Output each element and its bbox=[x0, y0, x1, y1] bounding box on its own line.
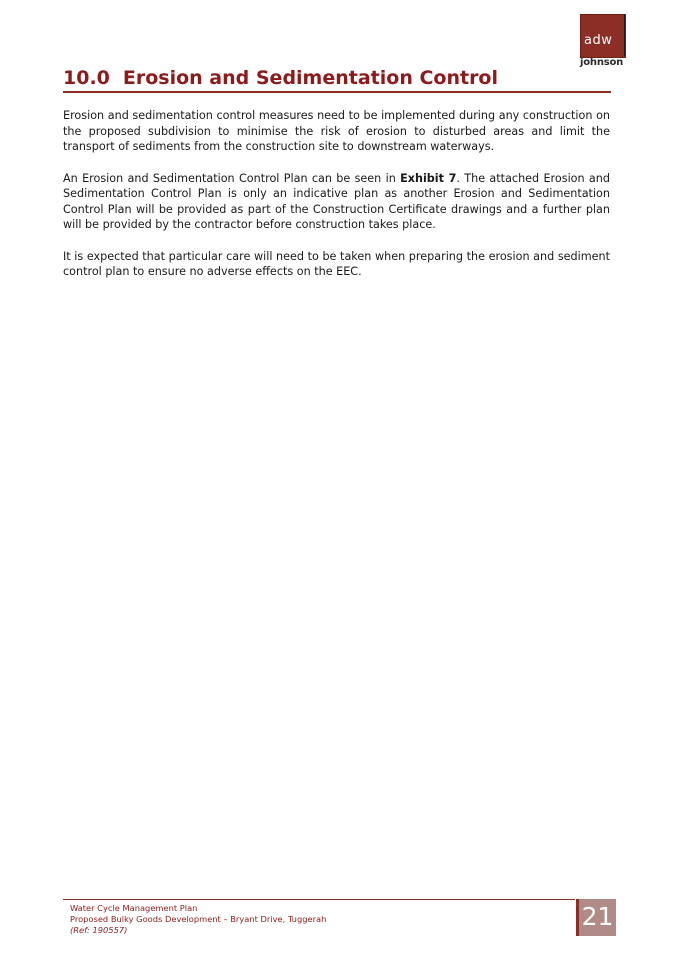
logo-mark: adw bbox=[584, 33, 613, 48]
footer-info bbox=[70, 903, 326, 936]
paragraph-2-part-1: An Erosion and Sedimentation Control Plan can be seen in bbox=[63, 171, 401, 185]
page-number-box bbox=[576, 899, 616, 936]
section-body bbox=[63, 108, 610, 296]
heading-underline bbox=[63, 91, 611, 93]
paragraph-2-part-2: . The attached Erosion and Sedimentation Control Plan is only an indicative plan as another Erosion and Sedimentation Control Plan will be provided as part of the Construction Certificate drawings and a further plan will be provided by the contractor before construction takes place. bbox=[63, 171, 610, 231]
page-number: 21 bbox=[581, 902, 614, 931]
paragraph-3: It is expected that particular care will need to be taken when preparing the erosion and sediment control plan to ensure no adverse effects on the EEC. bbox=[63, 249, 610, 278]
section-title: Erosion and Sedimentation Control bbox=[122, 67, 499, 89]
logo-wordmark: johnson bbox=[580, 57, 624, 68]
logo-side-bar bbox=[624, 14, 629, 56]
footer-document-title: Water Cycle Management Plan bbox=[70, 903, 198, 913]
exhibit-reference: Exhibit 7 bbox=[400, 171, 457, 185]
section-heading bbox=[63, 66, 610, 90]
company-logo bbox=[580, 14, 628, 72]
footer-rule bbox=[63, 899, 575, 900]
footer-project-name: Proposed Bulky Goods Development – Bryant Drive, Tuggerah bbox=[70, 914, 327, 924]
section-number: 10.0 bbox=[63, 67, 110, 89]
footer-reference: (Ref: 190557) bbox=[70, 925, 128, 935]
paragraph-1: Erosion and sedimentation control measures need to be implemented during any construction on the proposed subdivision to minimise the risk of erosion to disturbed areas and limit the transport of sediments from the construction site to downstream waterways. bbox=[63, 109, 610, 153]
logo-box bbox=[580, 14, 626, 58]
paragraph-2 bbox=[63, 171, 610, 233]
